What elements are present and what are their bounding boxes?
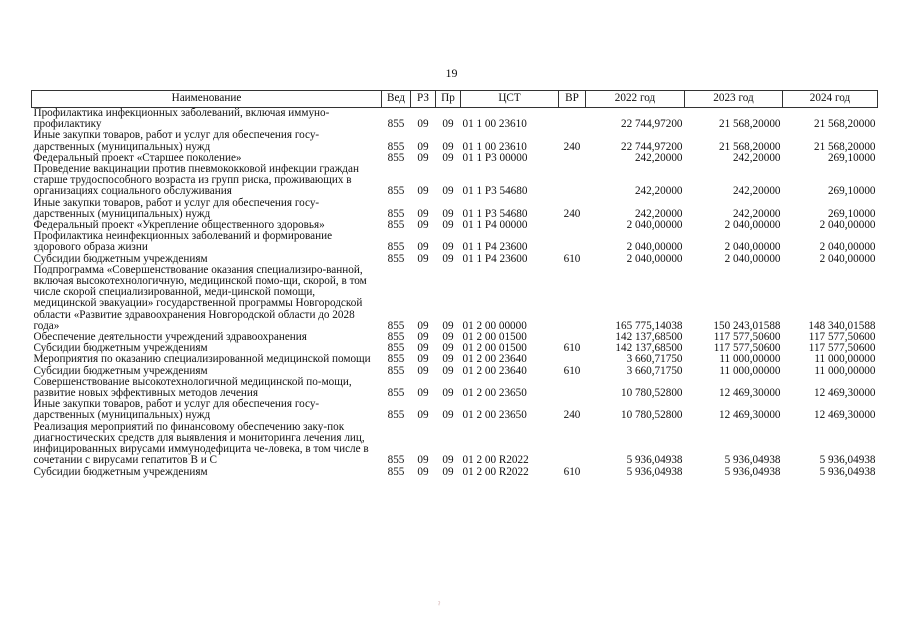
cell-cst: 01 1 P3 54680 <box>462 185 528 198</box>
cell-pr: 09 <box>442 151 454 164</box>
cell-cst: 01 1 P3 00000 <box>462 151 528 164</box>
cell-2022: 165 775,14038 <box>615 319 683 332</box>
cell-2022: 5 936,04938 <box>626 465 683 478</box>
cell-2024: 11 000,00000 <box>814 364 876 377</box>
cell-rz: 09 <box>417 207 429 220</box>
cell-ved: 855 <box>387 387 405 400</box>
header-2022: 2022 год <box>586 91 685 108</box>
table-row <box>32 422 878 467</box>
cell-2023: 11 000,00000 <box>719 364 781 377</box>
table-row <box>32 130 878 152</box>
cell-ved: 855 <box>387 140 405 153</box>
cell-name: Совершенствование высокотехнологичной медицинской по-мощи, развитие новых эффективных методов лечения <box>33 375 352 400</box>
cell-rz: 09 <box>417 409 429 422</box>
cell-2023: 117 577,50600 <box>713 342 781 355</box>
cell-ved: 855 <box>387 331 405 344</box>
cell-ved: 855 <box>387 454 405 467</box>
cell-2024: 2 040,00000 <box>819 219 876 232</box>
cell-2024: 269,10000 <box>827 151 876 164</box>
cell-vr: 610 <box>563 252 581 265</box>
cell-ved: 855 <box>387 319 405 332</box>
cell-2023: 2 040,00000 <box>724 252 781 265</box>
cell-2023: 242,20000 <box>732 207 781 220</box>
cell-ved: 855 <box>387 219 405 232</box>
cell-cst: 01 1 00 23610 <box>462 140 527 153</box>
cell-2023: 12 469,30000 <box>718 409 781 422</box>
budget-table <box>31 90 878 478</box>
cell-name: Субсидии бюджетным учреждениям <box>33 364 208 377</box>
table-row <box>32 198 878 220</box>
header-cst: ЦСТ <box>461 91 559 108</box>
cell-vr: 610 <box>563 465 581 478</box>
cell-2023: 12 469,30000 <box>718 387 781 400</box>
cell-pr: 09 <box>442 364 454 377</box>
cell-2022: 242,20000 <box>634 185 683 198</box>
cell-ved: 855 <box>387 241 405 254</box>
cell-pr: 09 <box>442 319 454 332</box>
footer-mark: ˀ <box>438 600 441 610</box>
cell-ved: 855 <box>387 118 405 131</box>
cell-2022: 2 040,00000 <box>626 241 683 254</box>
cell-rz: 09 <box>417 140 429 153</box>
cell-2023: 21 568,20000 <box>718 140 781 153</box>
cell-2022: 142 137,68500 <box>615 342 683 355</box>
header-pr: Пр <box>436 91 461 108</box>
cell-2022: 3 660,71750 <box>626 364 683 377</box>
cell-cst: 01 1 00 23610 <box>462 118 527 131</box>
cell-rz: 09 <box>417 219 429 232</box>
cell-ved: 855 <box>387 185 405 198</box>
cell-rz: 09 <box>417 252 429 265</box>
cell-pr: 09 <box>442 118 454 131</box>
cell-pr: 09 <box>442 241 454 254</box>
cell-2023: 11 000,00000 <box>719 353 781 366</box>
cell-ved: 855 <box>387 364 405 377</box>
cell-vr <box>559 164 586 198</box>
cell-vr: 240 <box>563 207 581 220</box>
cell-2024: 2 040,00000 <box>819 241 876 254</box>
cell-rz: 09 <box>417 185 429 198</box>
cell-2024: 12 469,30000 <box>813 409 876 422</box>
cell-2024: 12 469,30000 <box>813 387 876 400</box>
cell-pr: 09 <box>442 331 454 344</box>
cell-2022: 242,20000 <box>634 151 683 164</box>
cell-rz: 09 <box>417 364 429 377</box>
cell-2023: 5 936,04938 <box>724 465 781 478</box>
cell-2024: 21 568,20000 <box>813 118 876 131</box>
cell-2022: 22 744,97200 <box>620 118 683 131</box>
cell-2024: 117 577,50600 <box>808 331 876 344</box>
cell-ved: 855 <box>387 353 405 366</box>
cell-pr: 09 <box>442 252 454 265</box>
cell-2024: 148 340,01588 <box>808 319 876 332</box>
cell-cst: 01 2 00 R2022 <box>462 465 529 478</box>
cell-2022: 10 780,52800 <box>620 387 683 400</box>
cell-vr <box>559 220 586 231</box>
cell-name: Обеспечение деятельности учреждений здравоохранения <box>33 331 307 344</box>
cell-cst: 01 1 P4 23600 <box>462 252 528 265</box>
cell-rz: 09 <box>417 342 429 355</box>
cell-name: Реализация мероприятий по финансовому обеспечению заку-пок диагностических средств для выявления и мониторинга лечения лиц, инфицированных вирусами иммунодефицита че-ловека, в том числе в сочетании с вирусами гепатитов В и С <box>33 420 369 467</box>
cell-ved: 855 <box>387 151 405 164</box>
cell-2022: 242,20000 <box>634 207 683 220</box>
table-row <box>32 399 878 421</box>
cell-rz: 09 <box>417 241 429 254</box>
table-row <box>32 164 878 198</box>
cell-2023: 242,20000 <box>732 151 781 164</box>
cell-rz: 09 <box>417 151 429 164</box>
cell-pr: 09 <box>442 219 454 232</box>
cell-rz: 09 <box>417 331 429 344</box>
table-body <box>32 108 878 478</box>
cell-cst: 01 2 00 01500 <box>462 331 527 344</box>
cell-name: Профилактика неинфекционных заболеваний и формирование здорового образа жизни <box>33 230 333 254</box>
cell-vr: 610 <box>563 342 581 355</box>
header-2024: 2024 год <box>783 91 878 108</box>
cell-vr: 610 <box>563 364 581 377</box>
cell-ved: 855 <box>387 342 405 355</box>
header-name: Наименование <box>32 91 382 108</box>
cell-pr: 09 <box>442 454 454 467</box>
cell-2024: 5 936,04938 <box>819 454 876 467</box>
cell-cst: 01 2 00 23640 <box>462 364 527 377</box>
cell-2023: 242,20000 <box>732 185 781 198</box>
cell-rz: 09 <box>417 353 429 366</box>
cell-cst: 01 2 00 00000 <box>462 319 527 332</box>
cell-rz: 09 <box>417 118 429 131</box>
cell-pr: 09 <box>442 207 454 220</box>
cell-2022: 5 936,04938 <box>626 454 683 467</box>
cell-cst: 01 2 00 23650 <box>462 387 527 400</box>
header-2023: 2023 год <box>685 91 783 108</box>
cell-2022: 10 780,52800 <box>620 409 683 422</box>
cell-ved: 855 <box>387 409 405 422</box>
cell-rz: 09 <box>417 319 429 332</box>
cell-2022: 22 744,97200 <box>620 140 683 153</box>
cell-2024: 5 936,04938 <box>819 465 876 478</box>
cell-vr <box>559 354 586 365</box>
table-row <box>32 377 878 399</box>
cell-2022: 142 137,68500 <box>615 331 683 344</box>
cell-2022: 3 660,71750 <box>626 353 683 366</box>
cell-2024: 269,10000 <box>827 207 876 220</box>
cell-name: Профилактика инфекционных заболеваний, включая иммуно-профилактику <box>33 107 330 131</box>
cell-2024: 11 000,00000 <box>814 353 876 366</box>
cell-vr <box>559 377 586 399</box>
cell-2024: 117 577,50600 <box>808 342 876 355</box>
cell-vr: 240 <box>563 140 581 153</box>
cell-rz: 09 <box>417 465 429 478</box>
cell-2023: 150 243,01588 <box>713 319 781 332</box>
cell-vr <box>559 108 586 131</box>
cell-name: Подпрограмма «Совершенствование оказания специализиро-ванной, включая высокотехнологичную, медицинской помо-щи, скорой, в том числе скорой специализированной, меди-цинской помощи, медицинской эвакуации» государственной программы Новгородской области «Развитие здравоохранения Новгородской области до 2028 года» <box>33 263 367 332</box>
cell-ved: 855 <box>387 207 405 220</box>
cell-name: Иные закупки товаров, работ и услуг для обеспечения госу-дарственных (муниципальных) нужд <box>33 398 320 422</box>
cell-vr <box>559 231 586 253</box>
cell-name: Субсидии бюджетным учреждениям <box>33 465 208 478</box>
cell-cst: 01 2 00 23650 <box>462 409 527 422</box>
header-ved: Вед <box>382 91 411 108</box>
cell-pr: 09 <box>442 465 454 478</box>
cell-vr <box>559 265 586 332</box>
cell-name: Субсидии бюджетным учреждениям <box>33 342 208 355</box>
cell-vr <box>559 422 586 467</box>
cell-vr: 240 <box>563 409 581 422</box>
cell-pr: 09 <box>442 185 454 198</box>
cell-pr: 09 <box>442 353 454 366</box>
cell-pr: 09 <box>442 140 454 153</box>
cell-ved: 855 <box>387 252 405 265</box>
cell-2024: 21 568,20000 <box>813 140 876 153</box>
cell-cst: 01 2 00 23640 <box>462 353 527 366</box>
cell-name: Федеральный проект «Старшее поколение» <box>33 151 242 164</box>
table-row <box>32 108 878 131</box>
cell-2022: 2 040,00000 <box>626 219 683 232</box>
cell-name: Иные закупки товаров, работ и услуг для обеспечения госу-дарственных (муниципальных) нужд <box>33 196 320 220</box>
cell-2024: 2 040,00000 <box>819 252 876 265</box>
cell-pr: 09 <box>442 342 454 355</box>
cell-2024: 269,10000 <box>827 185 876 198</box>
cell-name: Иные закупки товаров, работ и услуг для обеспечения госу-дарственных (муниципальных) нужд <box>33 129 320 153</box>
cell-2023: 21 568,20000 <box>718 118 781 131</box>
table-row <box>32 265 878 332</box>
table-row <box>32 467 878 478</box>
table-header-row <box>32 91 878 108</box>
cell-2023: 2 040,00000 <box>724 241 781 254</box>
header-rz: РЗ <box>411 91 436 108</box>
cell-name: Федеральный проект «Укрепление общественного здоровья» <box>33 219 325 232</box>
cell-rz: 09 <box>417 454 429 467</box>
cell-pr: 09 <box>442 387 454 400</box>
cell-cst: 01 1 P4 23600 <box>462 241 528 254</box>
cell-vr <box>559 153 586 164</box>
table-row <box>32 231 878 253</box>
header-vr: ВР <box>559 91 586 108</box>
cell-cst: 01 2 00 R2022 <box>462 454 529 467</box>
cell-2023: 2 040,00000 <box>724 219 781 232</box>
cell-pr: 09 <box>442 409 454 422</box>
page-number: 19 <box>445 66 458 80</box>
cell-cst: 01 1 P3 54680 <box>462 207 528 220</box>
cell-2022: 2 040,00000 <box>626 252 683 265</box>
cell-name: Проведение вакцинации против пневмококковой инфекции граждан старше трудоспособного возраста из групп риска, проживающих в организациях социального обслуживания <box>33 163 359 198</box>
cell-name: Мероприятия по оказанию специализированной медицинской помощи <box>33 353 371 366</box>
cell-2023: 5 936,04938 <box>724 454 781 467</box>
cell-ved: 855 <box>387 465 405 478</box>
cell-rz: 09 <box>417 387 429 400</box>
table-row <box>32 354 878 365</box>
cell-name: Субсидии бюджетным учреждениям <box>33 252 208 265</box>
cell-cst: 01 1 P4 00000 <box>462 219 528 232</box>
cell-2023: 117 577,50600 <box>713 331 781 344</box>
cell-cst: 01 2 00 01500 <box>462 342 527 355</box>
